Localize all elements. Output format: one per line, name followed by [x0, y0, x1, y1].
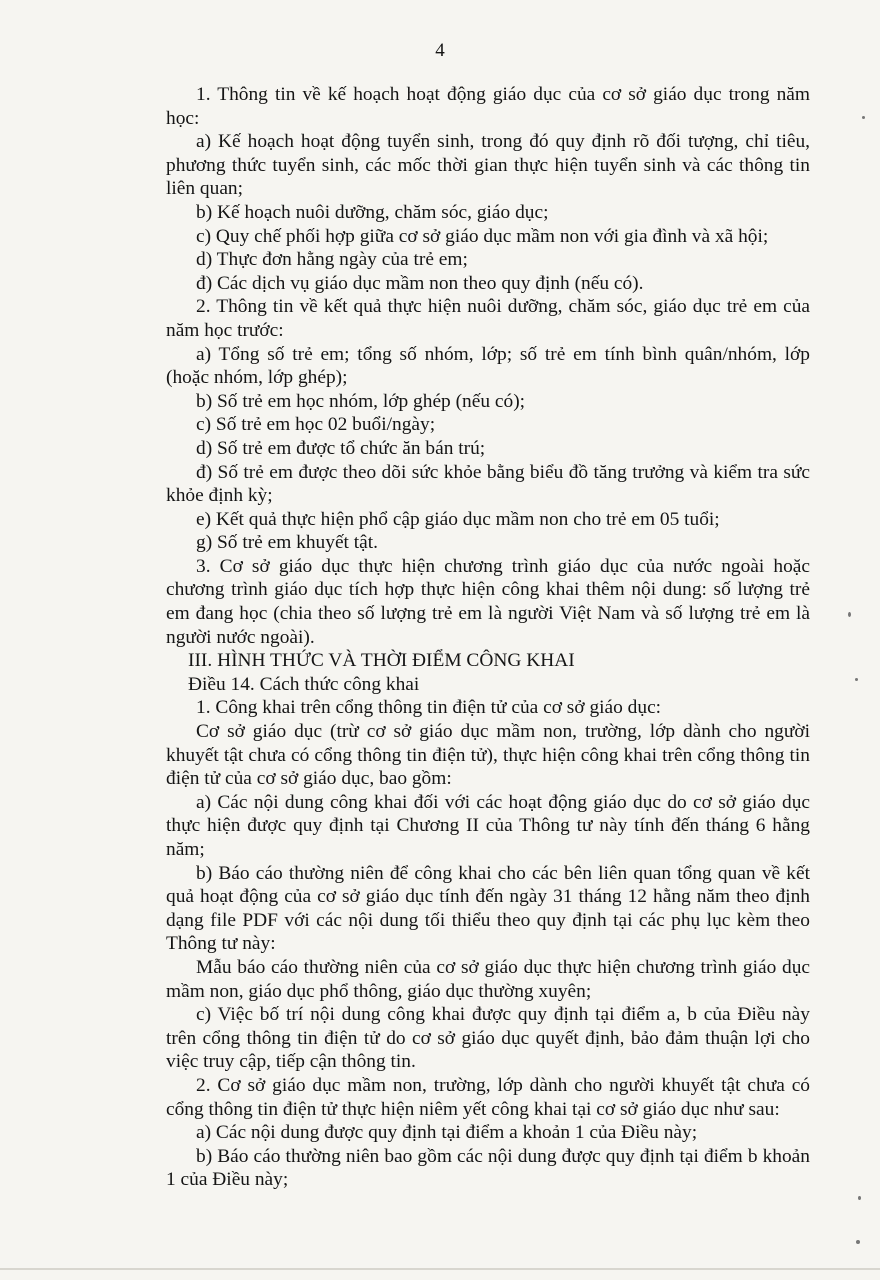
scan-speck	[855, 678, 858, 681]
scan-speck	[848, 612, 851, 617]
paragraph: b) Số trẻ em học nhóm, lớp ghép (nếu có);	[196, 390, 526, 412]
paragraph: 2. Thông tin về kết quả thực hiện nuôi dưỡng, chăm sóc, giáo dục trẻ em của năm học trước:	[166, 296, 810, 341]
paragraph: g) Số trẻ em khuyết tật.	[196, 532, 379, 554]
paragraph: đ) Số trẻ em được theo dõi sức khỏe bằng biểu đồ tăng trưởng và kiểm tra sức khỏe định kỳ;	[166, 461, 810, 507]
paragraph: Cơ sở giáo dục (trừ cơ sở giáo dục mầm non, trường, lớp dành cho người khuyết tật chưa có cổng thông tin điện tử), thực hiện công khai trên cổng thông tin điện tử của cơ sở giáo dục, bao gồm:	[166, 721, 810, 790]
paragraph: d) Thực đơn hằng ngày của trẻ em;	[196, 249, 468, 271]
paragraph: c) Số trẻ em học 02 buổi/ngày;	[196, 414, 436, 436]
paragraph: c) Quy chế phối hợp giữa cơ sở giáo dục mầm non với gia đình và xã hội;	[196, 225, 769, 247]
paragraph: III. HÌNH THỨC VÀ THỜI ĐIỂM CÔNG KHAI	[188, 650, 575, 672]
paragraph: b) Báo cáo thường niên bao gồm các nội dung được quy định tại điểm b khoản 1 của Điều này;	[166, 1145, 810, 1191]
paragraph: Mẫu báo cáo thường niên của cơ sở giáo dục thực hiện chương trình giáo dục mầm non, giáo dục phổ thông, giáo dục thường xuyên;	[166, 956, 810, 1002]
scan-speck	[858, 1196, 861, 1200]
paragraph: đ) Các dịch vụ giáo dục mầm non theo quy định (nếu có).	[196, 272, 644, 294]
paragraph: a) Các nội dung được quy định tại điểm a khoản 1 của Điều này;	[196, 1122, 698, 1144]
paragraph: b) Báo cáo thường niên để công khai cho các bên liên quan tổng quan về kết quả hoạt động của cơ sở giáo dục tính đến ngày 31 tháng 12 hằng năm theo định dạng file PDF với các nội dung tối thiểu theo quy định tại các phụ lục kèm theo Thông tư này:	[166, 862, 810, 955]
paragraph: a) Các nội dung công khai đối với các hoạt động giáo dục do cơ sở giáo dục thực hiện được quy định tại Chương II của Thông tư này tính đến tháng 6 hằng năm;	[166, 791, 810, 860]
paragraph: b) Kế hoạch nuôi dưỡng, chăm sóc, giáo dục;	[196, 201, 549, 223]
paragraph: a) Tổng số trẻ em; tổng số nhóm, lớp; số trẻ em tính bình quân/nhóm, lớp (hoặc nhóm, lớp ghép);	[166, 343, 810, 389]
paragraph: 2. Cơ sở giáo dục mầm non, trường, lớp dành cho người khuyết tật chưa có cổng thông tin điện tử thực hiện niêm yết công khai tại cơ sở giáo dục như sau:	[166, 1074, 810, 1120]
paragraph: a) Kế hoạch hoạt động tuyển sinh, trong đó quy định rõ đối tượng, chỉ tiêu, phương thức tuyển sinh, các mốc thời gian thực hiện tuyển sinh và các thông tin liên quan;	[166, 131, 810, 200]
paragraph: 3. Cơ sở giáo dục thực hiện chương trình giáo dục của nước ngoài hoặc chương trình giáo dục tích hợp thực hiện công khai thêm nội dung: số lượng trẻ em đang học (chia theo số lượng trẻ em là người Việt Nam và số lượng trẻ em là người nước ngoài).	[166, 555, 810, 648]
paragraph: e) Kết quả thực hiện phổ cập giáo dục mầm non cho trẻ em 05 tuổi;	[196, 508, 720, 530]
paragraph: 1. Công khai trên cổng thông tin điện tử của cơ sở giáo dục:	[196, 697, 662, 719]
page-number: 4	[435, 40, 445, 61]
document-body	[166, 83, 810, 1192]
paragraph: c) Việc bố trí nội dung công khai được quy định tại điểm a, b của Điều này trên cổng thông tin điện tử do cơ sở giáo dục quyết định, bảo đảm thuận lợi cho việc truy cập, tiếp cận thông tin.	[166, 1004, 810, 1073]
paragraph: d) Số trẻ em được tổ chức ăn bán trú;	[196, 437, 486, 459]
scan-edge	[0, 1268, 880, 1270]
paragraph: Điều 14. Cách thức công khai	[188, 673, 420, 695]
paragraph: 1. Thông tin về kế hoạch hoạt động giáo dục của cơ sở giáo dục trong năm học:	[166, 84, 810, 129]
scan-speck	[862, 116, 865, 119]
scan-speck	[856, 1240, 860, 1244]
